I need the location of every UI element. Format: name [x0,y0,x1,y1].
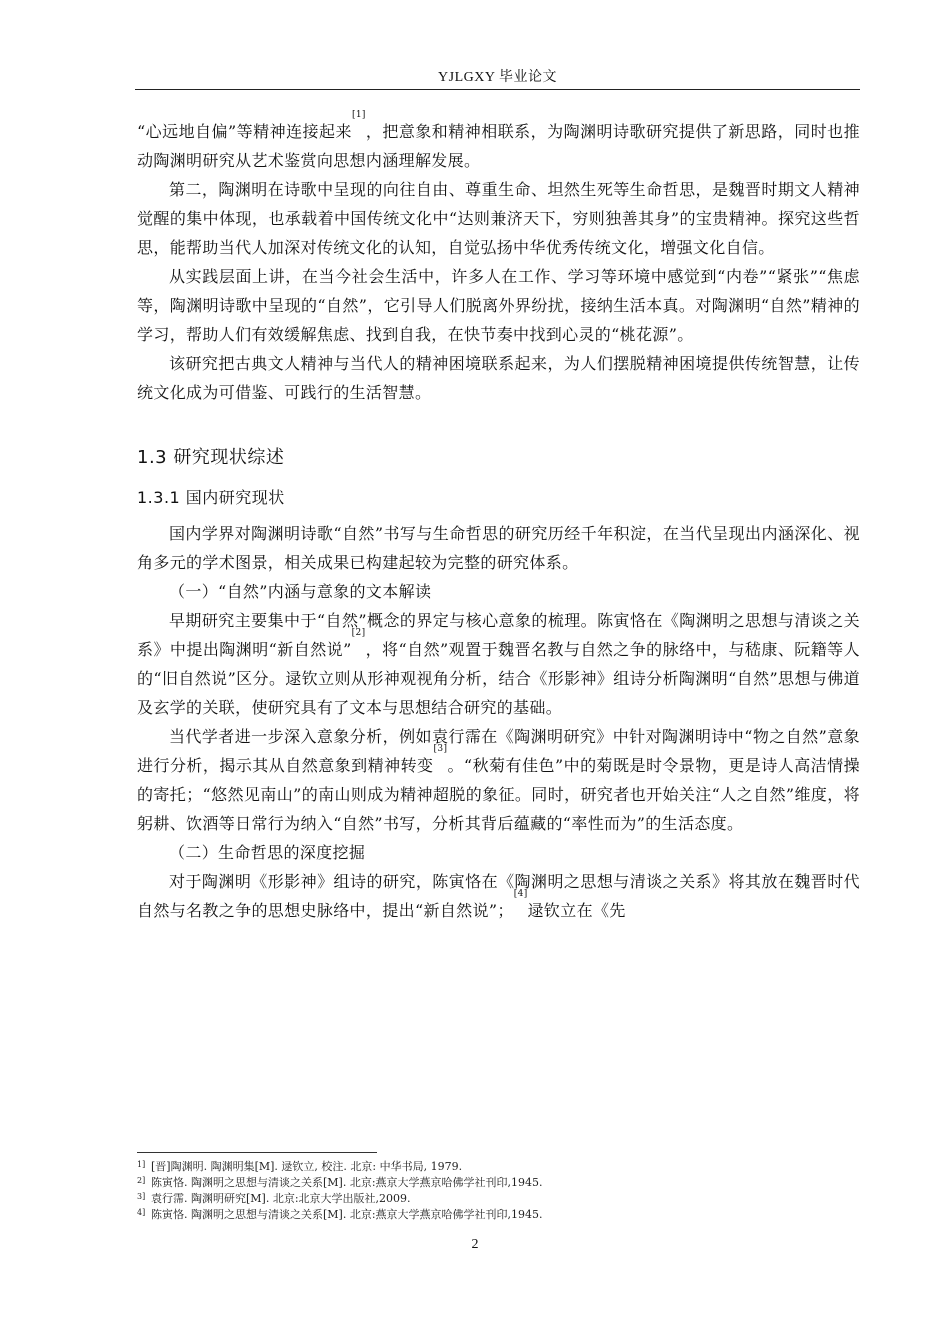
footnote-mark: 2] [137,1176,146,1185]
section-heading: 1.3 研究现状综述 [137,447,285,468]
text-run: 当代学者进一步深入意象分析，例如袁行霈在《陶渊明研究》中针对陶渊明诗中“物之自然”意象进行分析，揭示其从自然意象到精神转变 [137,727,860,775]
paragraph: 从实践层面上讲，在当今社会生活中，许多人在工作、学习等环境中感觉到“内卷”“紧张”“焦虑等，陶渊明诗歌中呈现的“自然”，它引导人们脱离外界纷扰，接纳生活本真。对陶渊明“自然”精神的学习，帮助人们有效缓解焦虑、找到自我，在快节奏中找到心灵的“桃花源”。 [137,267,860,344]
paragraph: 该研究把古典文人精神与当代人的精神困境联系起来，为人们摆脱精神困境提供传统智慧，让传统文化成为可借鉴、可践行的生活智慧。 [137,354,860,402]
citation-ref[interactable]: [1] [351,110,366,120]
running-header: YJLGXY 毕业论文 [438,70,557,85]
footnote-rule [137,1152,377,1153]
paragraph [137,606,860,722]
citation-ref[interactable]: [4] [513,889,528,899]
text-run: 早期研究主要集中于“自然”概念的界定与核心意象的梳理。陈寅恪在《陶渊明之思想与清谈之关系》中提出陶渊明“新自然说” [137,611,860,659]
citation-ref[interactable]: [3] [433,744,448,754]
header-rule [135,89,860,90]
citation-ref[interactable]: [2] [351,628,366,638]
footnote [137,1175,860,1191]
text-run: ，将“自然”观置于魏晋名教与自然之争的脉络中，与嵇康、阮籍等人的“旧自然说”区分。逯钦立则从形神观视角分析，结合《形影神》组诗分析陶渊明“自然”思想与佛道及玄学的关联，使研究具有了文本与思想结合研究的基础。 [137,640,860,717]
text-run: 。“秋菊有佳色”中的菊既是时令景物，更是诗人高洁情操的寄托；“悠然见南山”的南山则成为精神超脱的象征。同时，研究者也开始关注“人之自然”维度，将躬耕、饮酒等日常行为纳入“自然”书写，分析其背后蕴藏的“率性而为”的生活态度。 [137,756,860,833]
sub-heading: （二）生命哲思的深度挖掘 [169,843,366,862]
sub-heading: （一）“自然”内涵与意象的文本解读 [169,582,432,601]
text-run: “心远地自偏”等精神连接起来 [137,122,352,141]
paragraph [137,722,860,838]
paragraph [137,110,860,175]
footnote-text: 陈寅恪. 陶渊明之思想与清谈之关系[M]. 北京:燕京大学燕京哈佛学社刊印,1945. [151,1176,543,1189]
footnote-mark: 4] [137,1208,146,1217]
text-run: 对于陶渊明《形影神》组诗的研究，陈寅恪在《陶渊明之思想与清谈之关系》将其放在魏晋时代自然与名教之争的思想史脉络中，提出“新自然说”； [137,872,860,920]
text-run: ，把意象和精神相联系，为陶渊明诗歌研究提供了新思路，同时也推动陶渊明研究从艺术鉴赏向思想内涵理解发展。 [137,122,860,170]
footnote-text: [晋]陶渊明. 陶渊明集[M]. 逯钦立, 校注. 北京: 中华书局, 1979. [151,1160,463,1173]
footnote [137,1159,860,1175]
body-text [137,110,860,925]
footnote [137,1207,860,1223]
text-run: 逯钦立在《先 [527,901,626,920]
paragraph: 第二，陶渊明在诗歌中呈现的向往自由、尊重生命、坦然生死等生命哲思，是魏晋时期文人精神觉醒的集中体现，也承载着中国传统文化中“达则兼济天下，穷则独善其身”的宝贵精神。探究这些哲思，能帮助当代人加深对传统文化的认知，自觉弘扬中华优秀传统文化，增强文化自信。 [137,180,860,257]
footnote-mark: 1] [137,1160,146,1169]
footnote [137,1191,860,1207]
paragraph: 国内学界对陶渊明诗歌“自然”书写与生命哲思的研究历经千年积淀，在当代呈现出内涵深化、视角多元的学术图景，相关成果已构建起较为完整的研究体系。 [137,524,860,572]
footnote-mark: 3] [137,1192,146,1201]
footnote-text: 陈寅恪. 陶渊明之思想与清谈之关系[M]. 北京:燕京大学燕京哈佛学社刊印,1945. [151,1208,543,1221]
footnotes [137,1159,860,1223]
footnote-text: 袁行霈. 陶渊明研究[M]. 北京:北京大学出版社,2009. [151,1192,411,1205]
page-number: 2 [471,1237,479,1252]
subsection-heading: 1.3.1 国内研究现状 [137,488,285,507]
paragraph [137,867,860,925]
